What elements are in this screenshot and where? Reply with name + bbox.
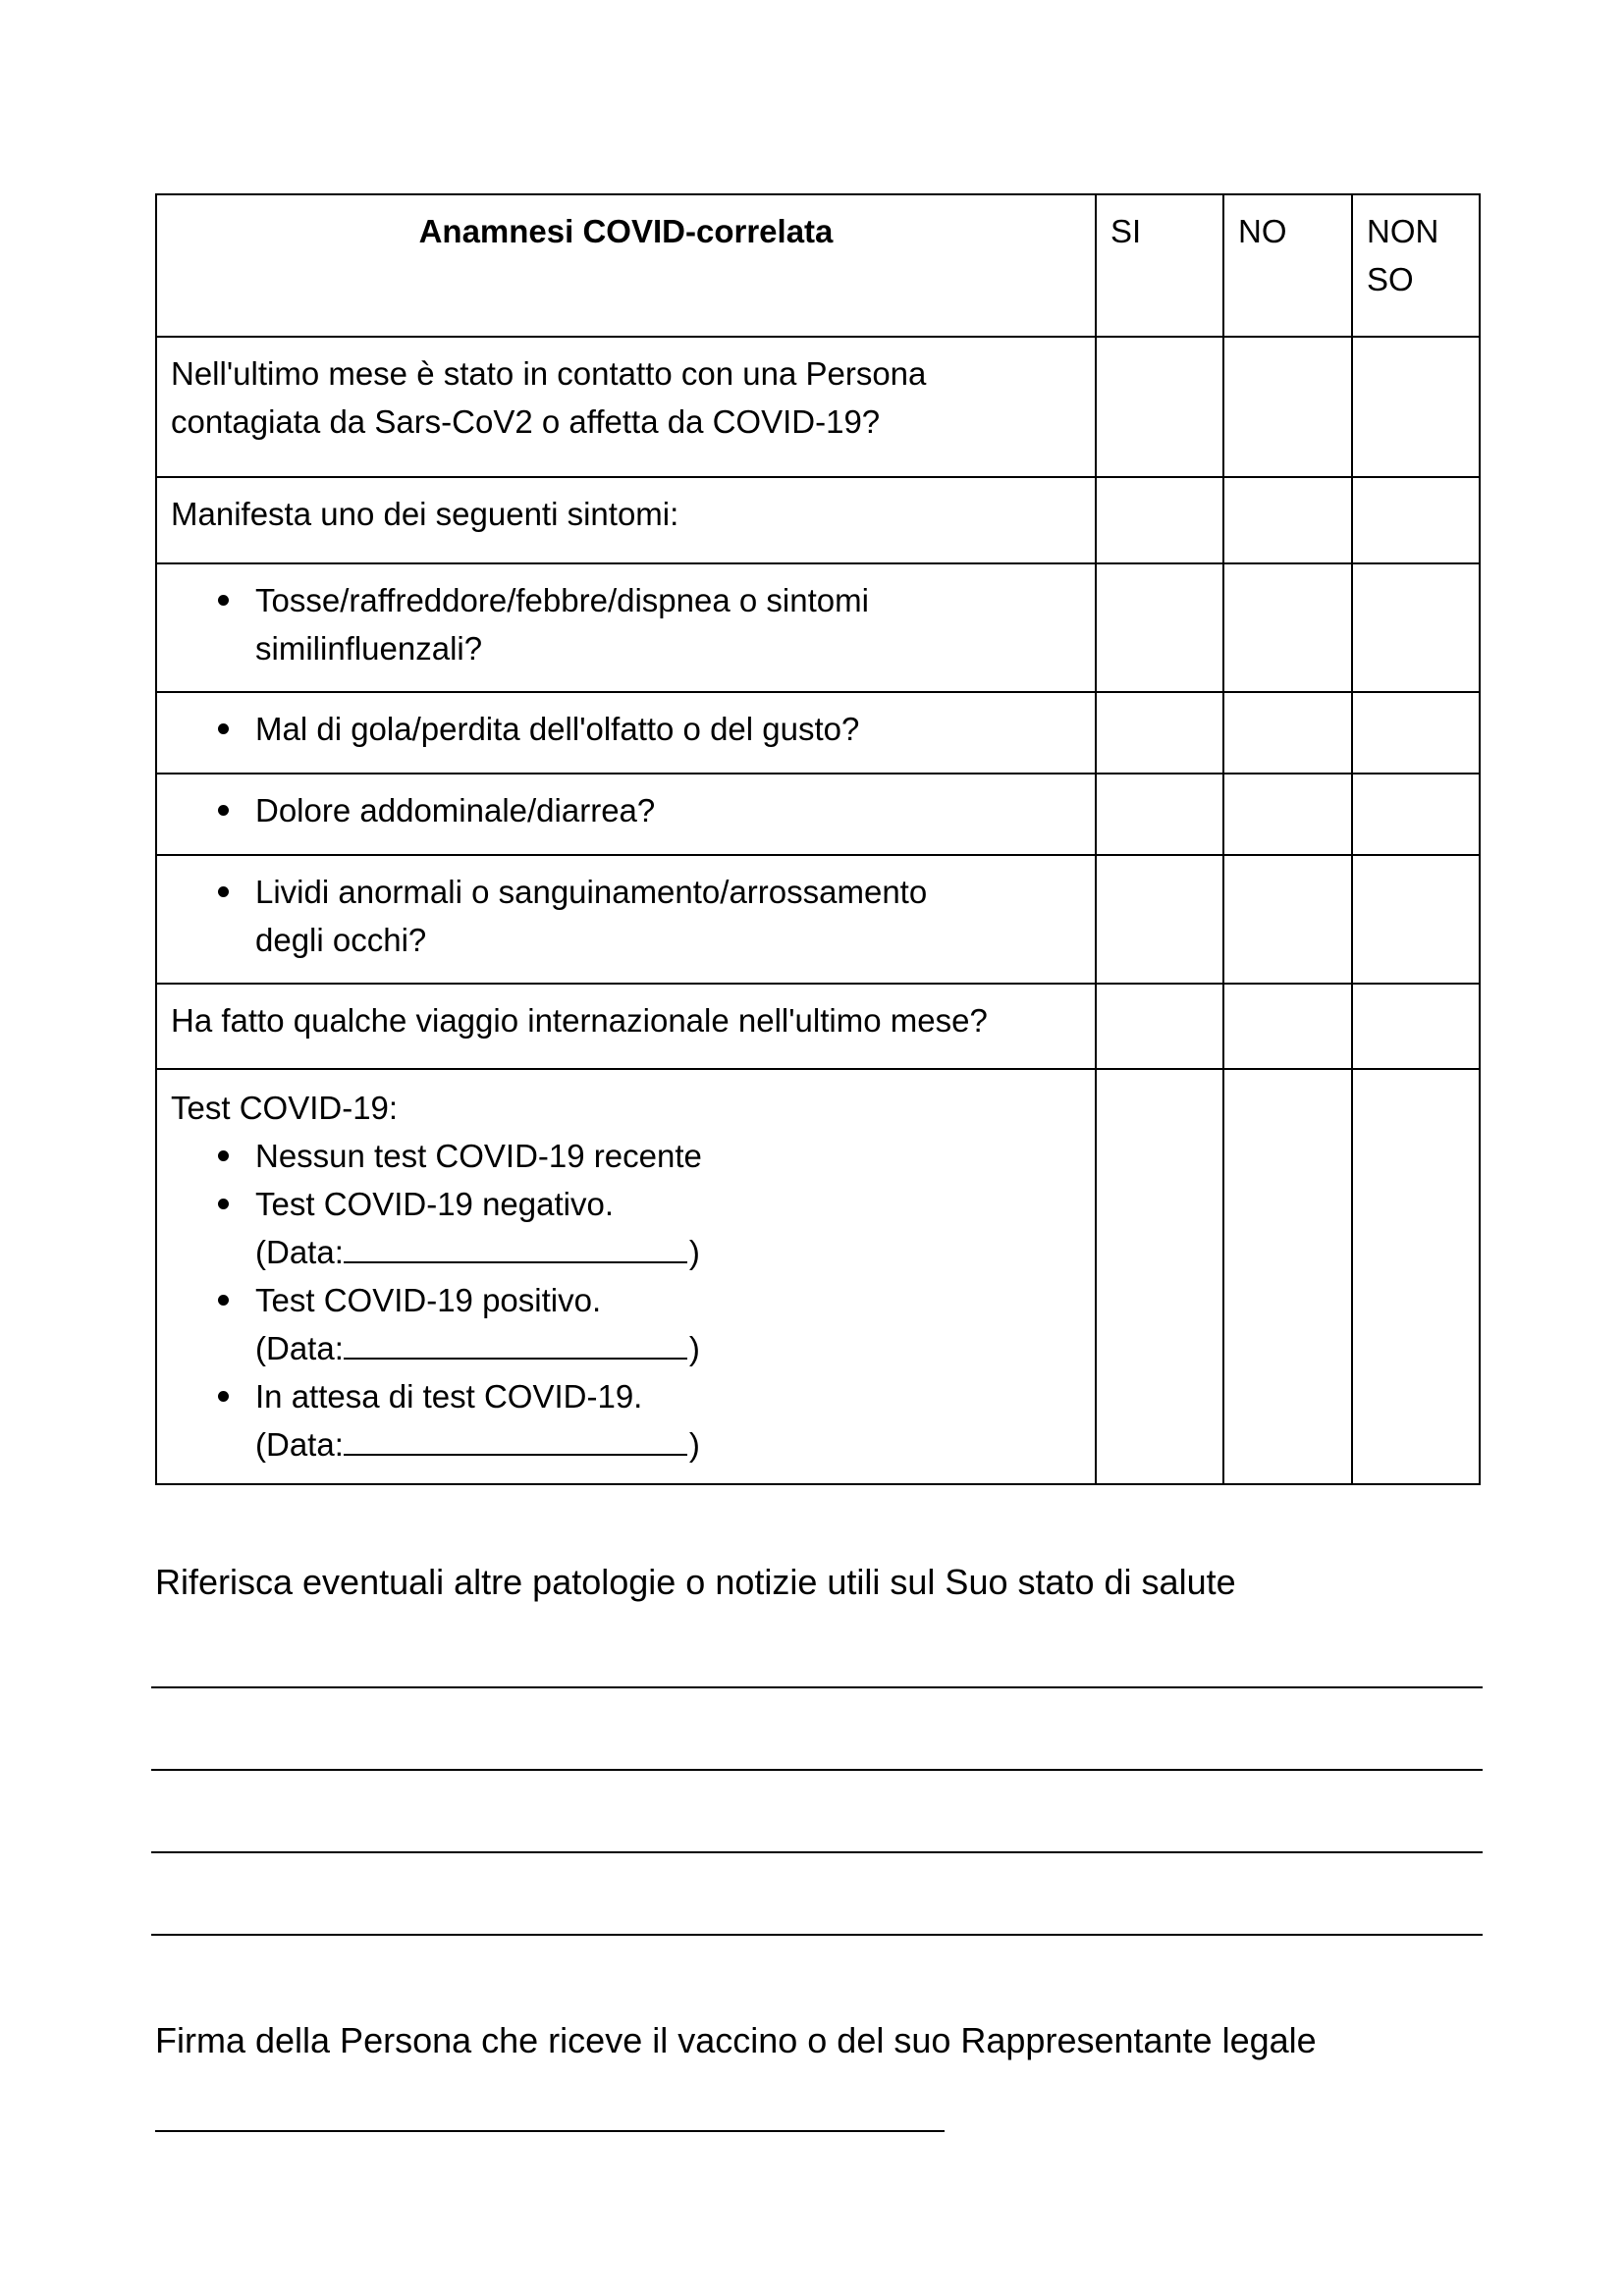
date-field: [255, 1420, 1081, 1468]
answer-cell-no[interactable]: [1223, 477, 1352, 563]
date-suffix: ): [688, 1426, 700, 1463]
notes-line[interactable]: [151, 1769, 1483, 1771]
answer-cell-no[interactable]: [1223, 984, 1352, 1069]
test-options-list: [171, 1132, 1081, 1468]
notes-line[interactable]: [151, 1686, 1483, 1688]
column-header-no: NO: [1223, 194, 1352, 337]
answer-cell-no[interactable]: [1223, 563, 1352, 692]
question-travel: Ha fatto qualche viaggio internazionale nell'ultimo mese?: [156, 984, 1096, 1069]
column-header-non-so: [1352, 194, 1480, 337]
answer-cell-non-so[interactable]: [1352, 692, 1480, 774]
date-input-line[interactable]: [344, 1324, 687, 1360]
table-row: [156, 855, 1480, 984]
answer-cell-si[interactable]: [1096, 692, 1223, 774]
date-input-line[interactable]: [344, 1228, 687, 1263]
answer-cell-non-so[interactable]: [1352, 774, 1480, 855]
question-covid-test: [156, 1069, 1096, 1484]
answer-cell-non-so[interactable]: [1352, 563, 1480, 692]
answer-cell-si[interactable]: [1096, 477, 1223, 563]
bullet-item: Mal di gola/perdita dell'olfatto o del gusto?: [171, 705, 1081, 753]
notes-line[interactable]: [151, 1851, 1483, 1853]
test-option-none: Nessun test COVID-19 recente: [171, 1132, 1081, 1180]
column-header-si: SI: [1096, 194, 1223, 337]
test-label: Test COVID-19:: [171, 1090, 399, 1126]
question-line: Nell'ultimo mese è stato in contatto con una Persona: [171, 355, 927, 392]
answer-cell-si[interactable]: [1096, 1069, 1223, 1484]
table-row: [156, 337, 1480, 477]
answer-cell-si[interactable]: [1096, 984, 1223, 1069]
question-line: contagiata da Sars-CoV2 o affetta da COVID-19?: [171, 403, 881, 440]
question-line: Lividi anormali o sanguinamento/arrossamento: [255, 874, 928, 910]
bullet-item: Dolore addominale/diarrea?: [171, 786, 1081, 834]
table-title: Anamnesi COVID-correlata: [156, 194, 1096, 337]
question-symptoms-intro: Manifesta uno dei seguenti sintomi:: [156, 477, 1096, 563]
table-row: [156, 692, 1480, 774]
answer-cell-si[interactable]: [1096, 563, 1223, 692]
column-header-non-so-line2: SO: [1367, 261, 1414, 297]
answer-cell-non-so[interactable]: [1352, 1069, 1480, 1484]
answer-cell-no[interactable]: [1223, 774, 1352, 855]
date-input-line[interactable]: [344, 1420, 687, 1456]
date-prefix: (Data:: [255, 1330, 344, 1366]
question-line: degli occhi?: [255, 922, 427, 958]
answer-cell-no[interactable]: [1223, 692, 1352, 774]
question-line: Tosse/raffreddore/febbre/dispnea o sintomi: [255, 582, 869, 618]
table-row: [156, 1069, 1480, 1484]
date-field: [255, 1324, 1081, 1372]
question-line: similinfluenzali?: [255, 630, 483, 667]
covid-anamnesis-table: [155, 193, 1481, 1485]
answer-cell-non-so[interactable]: [1352, 984, 1480, 1069]
answer-cell-si[interactable]: [1096, 774, 1223, 855]
test-option-label: Test COVID-19 negativo.: [255, 1186, 614, 1222]
answer-cell-no[interactable]: [1223, 1069, 1352, 1484]
notes-line[interactable]: [151, 1934, 1483, 1936]
table-row: [156, 563, 1480, 692]
column-header-non-so-line1: NON: [1367, 213, 1439, 249]
bullet-item: [171, 868, 1081, 964]
test-option-label: In attesa di test COVID-19.: [255, 1378, 643, 1415]
answer-cell-no[interactable]: [1223, 855, 1352, 984]
notes-prompt: Riferisca eventuali altre patologie o notizie utili sul Suo stato di salute: [155, 1562, 1236, 1602]
date-suffix: ): [688, 1330, 700, 1366]
table-row: [156, 774, 1480, 855]
answer-cell-non-so[interactable]: [1352, 855, 1480, 984]
symptom-abdominal: [156, 774, 1096, 855]
date-prefix: (Data:: [255, 1234, 344, 1270]
answer-cell-no[interactable]: [1223, 337, 1352, 477]
test-option-negative: [171, 1180, 1081, 1276]
test-option-label: Test COVID-19 positivo.: [255, 1282, 602, 1318]
signature-prompt: Firma della Persona che riceve il vaccino o del suo Rappresentante legale: [155, 2020, 1317, 2060]
bullet-item: [171, 576, 1081, 672]
symptom-sore-throat: [156, 692, 1096, 774]
date-prefix: (Data:: [255, 1426, 344, 1463]
table-row: [156, 984, 1480, 1069]
table-header-row: [156, 194, 1480, 337]
answer-cell-si[interactable]: [1096, 855, 1223, 984]
question-contact: [156, 337, 1096, 477]
symptom-cough-fever: [156, 563, 1096, 692]
answer-cell-non-so[interactable]: [1352, 337, 1480, 477]
answer-cell-non-so[interactable]: [1352, 477, 1480, 563]
signature-line[interactable]: [155, 2130, 945, 2132]
test-option-pending: [171, 1372, 1081, 1468]
table-row: [156, 477, 1480, 563]
answer-cell-si[interactable]: [1096, 337, 1223, 477]
date-field: [255, 1228, 1081, 1276]
date-suffix: ): [688, 1234, 700, 1270]
symptom-bruising: [156, 855, 1096, 984]
test-option-positive: [171, 1276, 1081, 1372]
